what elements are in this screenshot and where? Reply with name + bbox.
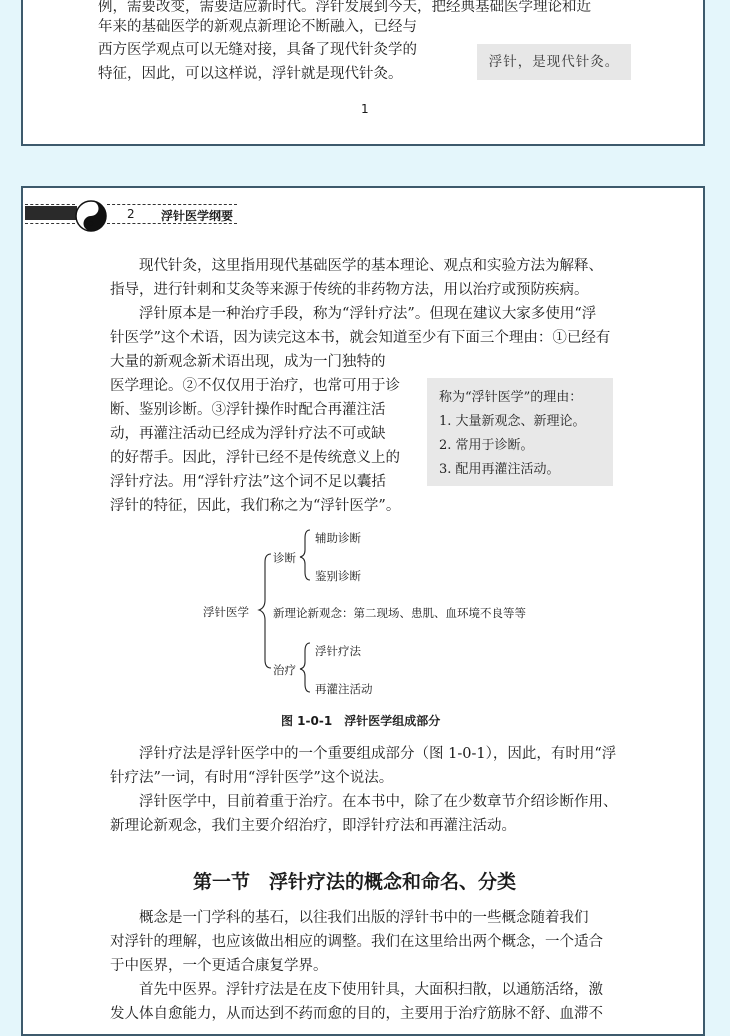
diagram-brackets xyxy=(23,188,705,708)
text-line: 浮针疗法是浮针医学中的一个重要组成部分（图 1-0-1），因此，有时用“浮 xyxy=(139,746,617,762)
text-line: 浮针的特征，因此，我们称之为“浮针医学”。 xyxy=(110,498,401,514)
reason-item: 2. 常用于诊断。 xyxy=(439,438,534,453)
text-line: 西方医学观点可以无缝对接，具备了现代针灸学的 xyxy=(98,42,417,58)
text-line: 于中医界，一个更适合康复学界。 xyxy=(110,958,328,974)
text-line: 发人体自愈能力，从而达到不药而愈的目的，主要用于治疗筋脉不舒、血滞不 xyxy=(110,1006,603,1022)
text-line: 对浮针的理解，也应该做出相应的调整。我们在这里给出两个概念，一个适合 xyxy=(110,934,603,950)
diagram-leaf: 辅助诊断 xyxy=(315,531,361,545)
text-line: 特征，因此，可以这样说，浮针就是现代针灸。 xyxy=(98,66,403,82)
text-line: 概念是一门学科的基石，以往我们出版的浮针书中的一些概念随着我们 xyxy=(139,910,589,926)
text-line: 大量的新观念新术语出现，成为一门独特的 xyxy=(110,354,386,370)
text-line: 动，再灌注活动已经成为浮针疗法不可或缺 xyxy=(110,426,386,442)
diagram-leaf: 再灌注活动 xyxy=(315,682,373,696)
text-line: 浮针疗法。用“浮针疗法”这个词不足以囊括 xyxy=(110,474,386,490)
diagram-leaf: 鉴别诊断 xyxy=(315,569,361,583)
header-title: 浮针医学纲要 xyxy=(161,209,234,223)
text-line: 指导，进行针刺和艾灸等来源于传统的非药物方法，用以治疗或预防疾病。 xyxy=(110,282,589,298)
text-line: 浮针原本是一种治疗手段，称为“浮针疗法”。但现在建议大家多使用“浮 xyxy=(139,306,597,322)
reason-item: 3. 配用再灌注活动。 xyxy=(439,462,560,477)
text-line: 新理论新观念，我们主要介绍治疗，即浮针疗法和再灌注活动。 xyxy=(110,818,516,834)
text-line: 医学理论。②不仅仅用于治疗，也常可用于诊 xyxy=(110,378,400,394)
diagram-node-theory: 新理论新观念：第二现场、患肌、血环境不良等等 xyxy=(273,606,526,620)
text-line: 首先中医界。浮针疗法是在皮下使用针具，大面积扫散，以通筋活络，激 xyxy=(139,982,603,998)
section-title: 第一节 浮针疗法的概念和命名、分类 xyxy=(193,871,517,893)
diagram-node-diagnosis: 诊断 xyxy=(273,551,296,565)
page-1 xyxy=(21,0,705,146)
text-line: 针疗法”一词，有时用“浮针医学”这个说法。 xyxy=(110,770,394,786)
diagram-root: 浮针医学 xyxy=(203,605,249,619)
page-number: 1 xyxy=(361,102,369,116)
reason-box-title: 称为“浮针医学”的理由： xyxy=(439,390,583,405)
text-line: 例，需要改变，需要适应新时代。浮针发展到今天，把经典基础医学理论和近 xyxy=(98,0,591,15)
diagram-leaf: 浮针疗法 xyxy=(315,644,361,658)
text-line: 的好帮手。因此，浮针已经不是传统意义上的 xyxy=(110,450,400,466)
text-line: 浮针医学中，目前着重于治疗。在本书中，除了在少数章节介绍诊断作用、 xyxy=(139,794,618,810)
header-page-number: 2 xyxy=(127,207,135,221)
margin-caption: 浮针，是现代针灸。 xyxy=(477,44,631,80)
text-line: 针医学”这个术语，因为读完这本书，就会知道至少有下面三个理由：①已经有 xyxy=(110,330,611,346)
page-2 xyxy=(21,186,705,1036)
text-line: 年来的基础医学的新观点新理论不断融入，已经与 xyxy=(98,19,417,35)
text-line: 断、鉴别诊断。③浮针操作时配合再灌注活 xyxy=(110,402,386,418)
diagram-node-treatment: 治疗 xyxy=(273,663,296,677)
text-line: 现代针灸，这里指用现代基础医学的基本理论、观点和实验方法为解释、 xyxy=(139,258,603,274)
figure-caption: 图 1-0-1 浮针医学组成部分 xyxy=(281,714,441,728)
reason-item: 1. 大量新观念、新理论。 xyxy=(439,414,586,429)
